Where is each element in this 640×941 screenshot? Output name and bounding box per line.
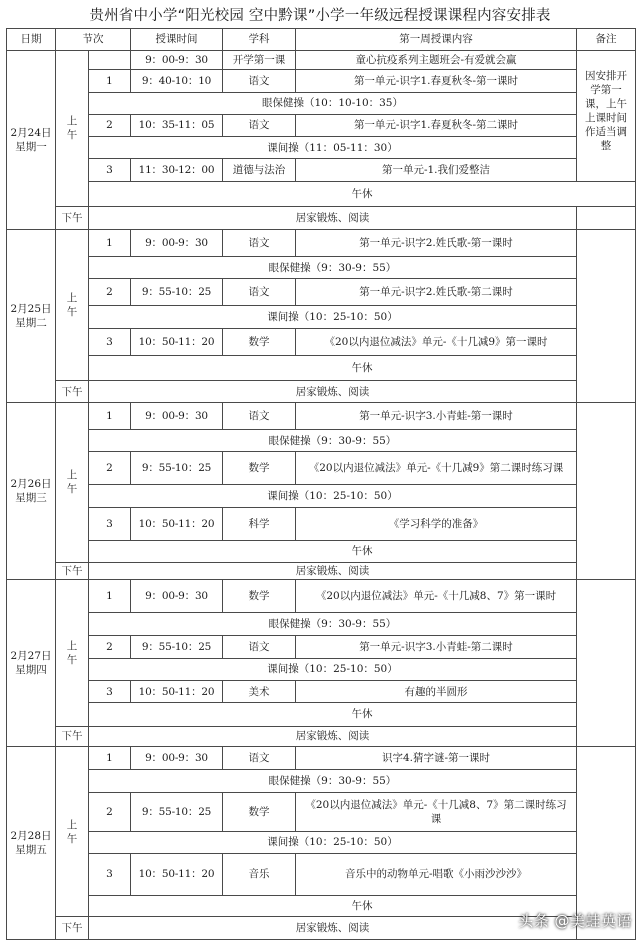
table-row <box>7 403 636 430</box>
period-number: 3 <box>89 158 131 181</box>
noon-break: 午休 <box>89 702 636 726</box>
period-number: 2 <box>89 114 131 137</box>
table-row <box>7 681 636 703</box>
subject-cell: 数学 <box>223 328 296 355</box>
period-number <box>89 50 131 70</box>
noon-break-row <box>7 181 636 207</box>
period-number: 3 <box>89 681 131 703</box>
class-time: 9：55-10：25 <box>131 635 223 658</box>
subject-cell: 开学第一课 <box>223 50 296 70</box>
subject-cell: 语文 <box>223 635 296 658</box>
afternoon-label: 下午 <box>56 381 89 403</box>
subject-cell: 语文 <box>223 747 296 770</box>
afternoon-activity: 居家锻炼、阅读 <box>89 562 577 580</box>
period-number: 2 <box>89 452 131 485</box>
header-subject: 学科 <box>223 29 296 51</box>
table-row <box>7 229 636 256</box>
class-time: 10：50-11：20 <box>131 328 223 355</box>
period-number: 1 <box>89 70 131 93</box>
morning-label: 上 午 <box>56 580 89 726</box>
table-row <box>7 792 636 831</box>
class-time: 10：50-11：20 <box>131 681 223 703</box>
table-row <box>7 769 636 792</box>
table-row <box>7 452 636 485</box>
class-time: 9：00-9：30 <box>131 747 223 770</box>
subject-cell: 科学 <box>223 508 296 541</box>
table-row <box>7 279 636 306</box>
subject-cell: 语文 <box>223 403 296 430</box>
noon-break: 午休 <box>89 541 636 563</box>
noon-break: 午休 <box>89 895 636 917</box>
lesson-content: 《20以内退位减法》单元-《十几减9》第二课时练习课 <box>296 452 577 485</box>
period-number: 1 <box>89 403 131 430</box>
afternoon-row <box>7 381 636 403</box>
period-number: 2 <box>89 635 131 658</box>
table-row <box>7 831 636 854</box>
afternoon-activity: 居家锻炼、阅读 <box>89 381 577 403</box>
period-number: 1 <box>89 580 131 613</box>
notes-cell: 因安排开 学第一 课，上午 上课时间 作适当调 整 <box>577 50 636 181</box>
table-row <box>7 92 636 114</box>
date-cell: 2月27日 星期四 <box>7 580 56 747</box>
page-title: 贵州省中小学“阳光校园 空中黔课”小学一年级远程授课课程内容安排表 <box>89 8 551 24</box>
notes-cell-empty <box>577 207 636 230</box>
afternoon-label: 下午 <box>56 726 89 747</box>
table-row <box>7 747 636 770</box>
morning-label: 上 午 <box>56 229 89 380</box>
break-row: 课间操（10：25-10：50） <box>89 658 577 681</box>
table-row <box>7 70 636 93</box>
table-row <box>7 613 636 636</box>
subject-cell: 语文 <box>223 279 296 306</box>
table-row <box>7 580 636 613</box>
period-number: 3 <box>89 508 131 541</box>
header-content: 第一周授课内容 <box>296 29 577 51</box>
lesson-content: 《学习科学的准备》 <box>296 508 577 541</box>
lesson-content: 第一单元-识字1.春夏秋冬-第一课时 <box>296 70 577 93</box>
class-time: 9：00-9：30 <box>131 50 223 70</box>
lesson-content: 童心抗疫系列主题班会-有爱就会赢 <box>296 50 577 70</box>
subject-cell: 数学 <box>223 580 296 613</box>
subject-cell: 音乐 <box>223 854 296 895</box>
header-period: 节次 <box>56 29 131 51</box>
class-time: 11：30-12：00 <box>131 158 223 181</box>
afternoon-row <box>7 207 636 230</box>
lesson-content: 《20以内退位减法》单元-《十几减8、7》第一课时 <box>296 580 577 613</box>
break-row: 课间操（11：05-11：30） <box>89 137 577 159</box>
afternoon-activity: 居家锻炼、阅读 <box>89 207 577 230</box>
date-cell: 2月24日 星期一 <box>7 50 56 229</box>
noon-break: 午休 <box>89 355 636 381</box>
afternoon-label: 下午 <box>56 562 89 580</box>
table-row <box>7 114 636 137</box>
noon-break-row <box>7 355 636 381</box>
schedule-table <box>6 28 636 940</box>
lesson-content: 《20以内退位减法》单元-《十几减9》第一课时 <box>296 328 577 355</box>
table-row <box>7 158 636 181</box>
table-row <box>7 658 636 681</box>
lesson-content: 第一单元-1.我们爱整洁 <box>296 158 577 181</box>
table-row <box>7 508 636 541</box>
table-row <box>7 328 636 355</box>
break-row: 眼保健操（9：30-9：55） <box>89 429 577 452</box>
class-time: 9：00-9：30 <box>131 403 223 430</box>
table-row <box>7 306 636 329</box>
break-row: 课间操（10：25-10：50） <box>89 306 577 329</box>
morning-label: 上 午 <box>56 747 89 917</box>
class-time: 9：00-9：30 <box>131 580 223 613</box>
break-row: 课间操（10：25-10：50） <box>89 831 577 854</box>
table-row <box>7 854 636 895</box>
class-time: 10：50-11：20 <box>131 508 223 541</box>
noon-break-row <box>7 541 636 563</box>
class-time: 9：00-9：30 <box>131 229 223 256</box>
class-time: 9：55-10：25 <box>131 279 223 306</box>
class-time: 10：35-11：05 <box>131 114 223 137</box>
date-cell: 2月26日 星期三 <box>7 403 56 580</box>
afternoon-label: 下午 <box>56 917 89 940</box>
header-date: 日期 <box>7 29 56 51</box>
noon-break: 午休 <box>89 181 636 207</box>
break-row: 眼保健操（9：30-9：55） <box>89 613 577 636</box>
period-number: 3 <box>89 328 131 355</box>
afternoon-activity: 居家锻炼、阅读 <box>89 917 577 940</box>
lesson-content: 音乐中的动物单元-唱歌《小雨沙沙沙》 <box>296 854 577 895</box>
morning-label: 上 午 <box>56 403 89 563</box>
class-time: 10：50-11：20 <box>131 854 223 895</box>
table-row <box>7 635 636 658</box>
table-row <box>7 50 636 70</box>
watermark: 头条 @美蛙英语 <box>518 912 632 930</box>
lesson-content: 第一单元-识字3.小青蛙-第二课时 <box>296 635 577 658</box>
break-row: 眼保健操（9：30-9：55） <box>89 769 577 792</box>
subject-cell: 语文 <box>223 229 296 256</box>
subject-cell: 美术 <box>223 681 296 703</box>
afternoon-activity: 居家锻炼、阅读 <box>89 726 577 747</box>
period-number: 1 <box>89 229 131 256</box>
break-row: 眼保健操（10：10-10：35） <box>89 92 577 114</box>
lesson-content: 有趣的半圆形 <box>296 681 577 703</box>
date-cell: 2月28日 星期五 <box>7 747 56 940</box>
lesson-content: 第一单元-识字2.姓氏歌-第二课时 <box>296 279 577 306</box>
lesson-content: 第一单元-识字2.姓氏歌-第一课时 <box>296 229 577 256</box>
subject-cell: 数学 <box>223 452 296 485</box>
header-time: 授课时间 <box>131 29 223 51</box>
noon-break-row <box>7 702 636 726</box>
break-row: 课间操（10：25-10：50） <box>89 485 577 508</box>
subject-cell: 数学 <box>223 792 296 831</box>
afternoon-row <box>7 726 636 747</box>
table-row <box>7 485 636 508</box>
subject-cell: 道德与法治 <box>223 158 296 181</box>
class-time: 9：55-10：25 <box>131 792 223 831</box>
table-row <box>7 137 636 159</box>
date-cell: 2月25日 星期二 <box>7 229 56 402</box>
table-row <box>7 429 636 452</box>
class-time: 9：40-10：10 <box>131 70 223 93</box>
afternoon-row <box>7 562 636 580</box>
subject-cell: 语文 <box>223 114 296 137</box>
lesson-content: 识字4.猜字谜-第一课时 <box>296 747 577 770</box>
lesson-content: 《20以内退位减法》单元-《十几减8、7》第二课时练习课 <box>296 792 577 831</box>
header-row <box>7 29 636 51</box>
morning-label: 上 午 <box>56 50 89 207</box>
afternoon-label: 下午 <box>56 207 89 230</box>
table-row <box>7 256 636 279</box>
lesson-content: 第一单元-识字3.小青蛙-第一课时 <box>296 403 577 430</box>
break-row: 眼保健操（9：30-9：55） <box>89 256 577 279</box>
lesson-content: 第一单元-识字1.春夏秋冬-第二课时 <box>296 114 577 137</box>
header-notes: 备注 <box>577 29 636 51</box>
period-number: 2 <box>89 792 131 831</box>
period-number: 3 <box>89 854 131 895</box>
period-number: 2 <box>89 279 131 306</box>
period-number: 1 <box>89 747 131 770</box>
class-time: 9：55-10：25 <box>131 452 223 485</box>
subject-cell: 语文 <box>223 70 296 93</box>
